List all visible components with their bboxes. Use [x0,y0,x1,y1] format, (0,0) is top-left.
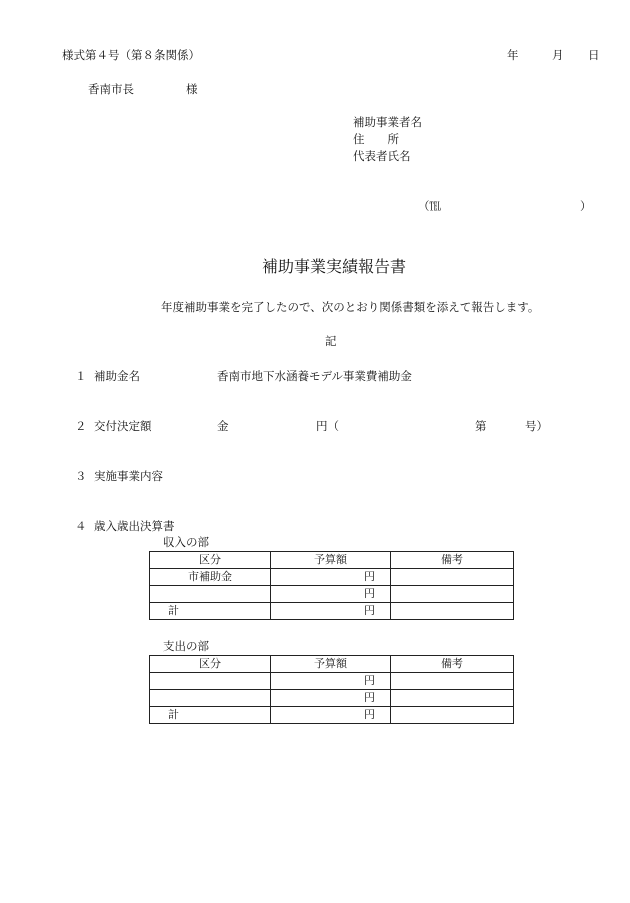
table-row [150,673,514,690]
table-row [150,586,514,603]
form-number: 様式第４号（第８条関係） [62,48,200,62]
item-3-label: 実施事業内容 [94,469,163,483]
representative-label: 代表者氏名 [353,149,411,163]
item-4-number: ４ [75,519,87,533]
income-note-cell [391,586,514,603]
date-year-label: 年 [507,48,519,62]
item-2-dai: 第 [475,419,487,433]
table-row [150,569,514,586]
header-category: 区分 [150,656,271,673]
expense-category-cell [150,673,271,690]
addressee-honorific: 様 [186,82,198,96]
income-amount-cell: 円 [271,586,391,603]
business-name-label: 補助事業者名 [353,115,422,129]
item-2-go: 号） [525,419,548,433]
expense-amount-cell: 円 [271,690,391,707]
item-1-number: １ [75,369,87,383]
item-2-yen: 円（ [316,419,339,433]
document-title: 補助事業実績報告書 [262,257,407,276]
header-note: 備考 [391,656,514,673]
item-3-number: ３ [75,469,87,483]
expense-table [149,655,514,724]
address-label: 住 所 [353,132,399,146]
header-budget: 予算額 [271,552,391,569]
expense-category-cell [150,690,271,707]
expense-amount-cell: 円 [271,707,391,724]
income-caption: 収入の部 [163,535,209,549]
table-header-row [150,552,514,569]
phone-close: ） [580,199,592,213]
expense-note-cell [391,673,514,690]
addressee-name: 香南市長 [88,82,134,96]
date-day-label: 日 [588,48,600,62]
expense-caption: 支出の部 [163,639,209,653]
table-header-row [150,656,514,673]
ki-mark: 記 [325,334,337,348]
item-2-kin: 金 [217,419,229,433]
header-category: 区分 [150,552,271,569]
income-category-cell [150,586,271,603]
table-row [150,690,514,707]
header-note: 備考 [391,552,514,569]
item-2-label: 交付決定額 [94,419,152,433]
expense-total-cell: 計 [150,707,271,724]
income-category-cell: 市補助金 [150,569,271,586]
table-row [150,707,514,724]
income-total-cell: 計 [150,603,271,620]
item-4-label: 歳入歳出決算書 [94,519,175,533]
expense-note-cell [391,690,514,707]
item-2-number: ２ [75,419,87,433]
expense-amount-cell: 円 [271,673,391,690]
intro-text: 年度補助事業を完了したので、次のとおり関係書類を添えて報告します。 [161,300,540,314]
table-row [150,603,514,620]
income-table [149,551,514,620]
income-note-cell [391,603,514,620]
header-budget: 予算額 [271,656,391,673]
item-1-value: 香南市地下水涵養モデル事業費補助金 [217,369,412,383]
date-month-label: 月 [552,48,564,62]
income-note-cell [391,569,514,586]
expense-note-cell [391,707,514,724]
income-amount-cell: 円 [271,603,391,620]
phone-open: （℡ [418,199,441,213]
income-amount-cell: 円 [271,569,391,586]
item-1-label: 補助金名 [94,369,140,383]
